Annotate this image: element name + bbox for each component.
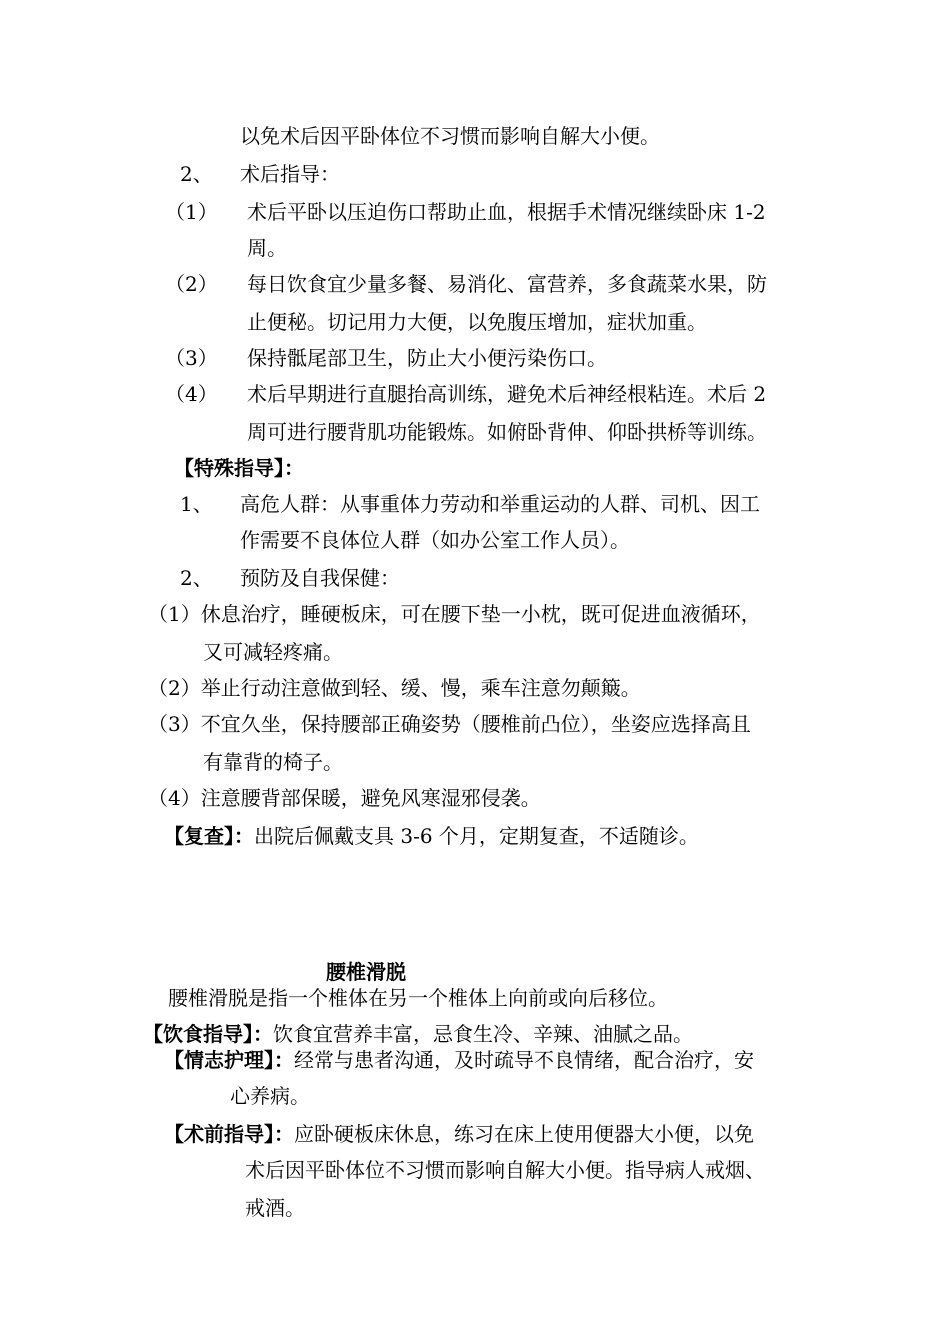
list-item-text: 又可减轻疼痛。 (203, 640, 343, 664)
list-number: 2、 (180, 566, 213, 590)
diet-text: 饮食宜营养丰富，忌食生冷、辛辣、油腻之品。 (273, 1022, 693, 1046)
preop-text: 应卧硬板床休息，练习在床上使用便器大小便，以免 (294, 1122, 754, 1146)
list-item-text: 术后平卧以压迫伤口帮助止血，根据手术情况继续卧床 1-2 (247, 200, 766, 224)
list-item-heading: 预防及自我保健： (240, 566, 400, 590)
list-item-text: 术后早期进行直腿抬高训练，避免术后神经根粘连。术后 2 (247, 382, 767, 406)
intro-paragraph: 腰椎滑脱是指一个椎体在另一个椎体上向前或向后移位。 (168, 986, 668, 1010)
preop-label: 【术前指导】： (164, 1122, 294, 1146)
list-number: （4） (165, 382, 218, 406)
review-line (164, 824, 699, 848)
list-number: （3） (165, 346, 218, 370)
list-item-text: （3）不宜久坐，保持腰部正确姿势（腰椎前凸位），坐姿应选择高且 (148, 712, 751, 736)
paragraph-line: 以免术后因平卧体位不习惯而影响自解大小便。 (240, 124, 660, 148)
list-item-text: 周可进行腰背肌功能锻炼。如俯卧背伸、仰卧拱桥等训练。 (247, 420, 767, 444)
review-label: 【复查】： (164, 824, 254, 848)
list-number: （1） (165, 200, 218, 224)
section-heading: 【特殊指导】： (174, 456, 304, 480)
list-number: 1、 (180, 492, 213, 516)
diet-guidance (143, 1022, 693, 1046)
list-item-text: 周。 (247, 236, 287, 260)
list-number: （2） (165, 272, 218, 296)
preop-text-cont: 术后因平卧体位不习惯而影响自解大小便。指导病人戒烟、 (245, 1158, 765, 1182)
list-item-text: （4）注意腰背部保暖，避免风寒湿邪侵袭。 (148, 786, 541, 810)
list-item-text: 作需要不良体位人群（如办公室工作人员）。 (240, 528, 630, 552)
list-number: 2、 (180, 162, 213, 186)
list-item-text: （1）休息治疗，睡硬板床，可在腰下垫一小枕，既可促进血液循环， (148, 602, 761, 626)
preop-text-cont: 戒酒。 (245, 1196, 305, 1220)
list-item-text: 高危人群：从事重体力劳动和举重运动的人群、司机、因工 (240, 492, 760, 516)
preop-guidance (164, 1122, 754, 1146)
review-text: 出院后佩戴支具 3-6 个月，定期复查，不适随诊。 (254, 824, 699, 848)
list-item-text: 有靠背的椅子。 (203, 750, 343, 774)
emotion-text: 经常与患者沟通，及时疏导不良情绪，配合治疗，安 (294, 1048, 754, 1072)
emotion-label: 【情志护理】： (164, 1048, 294, 1072)
diet-label: 【饮食指导】： (143, 1022, 273, 1046)
list-item-text: 每日饮食宜少量多餐、易消化、富营养，多食蔬菜水果，防 (247, 272, 767, 296)
list-item-text: （2）举止行动注意做到轻、缓、慢，乘车注意勿颠簸。 (148, 676, 641, 700)
emotion-guidance (164, 1048, 754, 1072)
section-title: 腰椎滑脱 (326, 960, 406, 984)
list-item-text: 保持骶尾部卫生，防止大小便污染伤口。 (247, 346, 607, 370)
list-item-text: 止便秘。切记用力大便，以免腹压增加，症状加重。 (247, 310, 707, 334)
emotion-text-cont: 心养病。 (230, 1084, 310, 1108)
list-item-heading: 术后指导： (240, 162, 340, 186)
